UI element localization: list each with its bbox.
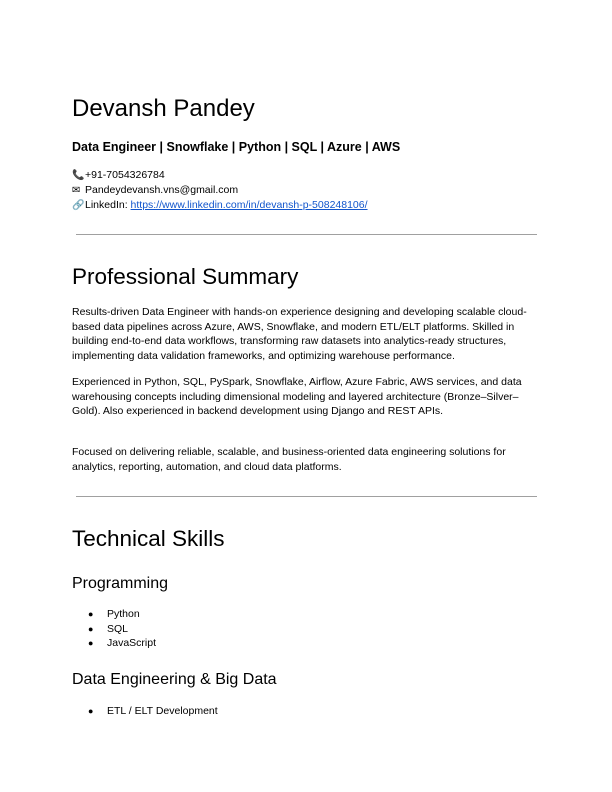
- list-item: ● SQL: [88, 622, 129, 635]
- linkedin-label: LinkedIn:: [85, 199, 128, 211]
- summary-paragraph-1: Results-driven Data Engineer with hands-on experience designing and developing scalable cloud-based data pipelines across Azure, AWS, Snowflake, and modern ETL/ELT platforms. Skilled in building end-to-end data workflows, transforming raw datasets into analytics-ready structures, implementing data validation frameworks, and optimizing warehouse performance.: [72, 306, 527, 362]
- linkedin-link[interactable]: https://www.linkedin.com/in/devansh-p-508248106/: [130, 199, 368, 211]
- bullet-icon: ●: [88, 706, 94, 716]
- section-divider: [76, 496, 537, 497]
- candidate-name: Devansh Pandey: [72, 95, 255, 122]
- list-item: ● ETL / ELT Development: [88, 705, 218, 717]
- envelope-icon: ✉: [72, 185, 81, 196]
- contact-linkedin: [72, 198, 368, 213]
- skills-list-data-engineering: [72, 704, 218, 719]
- headline: Data Engineer | Snowflake | Python | SQL | Azure | AWS: [72, 140, 401, 154]
- list-item: ● Python: [88, 608, 140, 620]
- bullet-icon: ●: [88, 623, 94, 634]
- phone-icon: 📞: [72, 170, 85, 181]
- skills-list-programming: [72, 607, 156, 651]
- skills-group-data-engineering-title: Data Engineering & Big Data: [72, 671, 277, 688]
- bullet-icon: ●: [88, 609, 94, 619]
- summary-paragraph-2: Experienced in Python, SQL, PySpark, Snowflake, Airflow, Azure Fabric, AWS services, and data warehousing concepts including dimensional modeling and layered architecture (Bronze–Silver–Gold). Also experienced in backend development using Django and REST APIs.: [72, 376, 522, 418]
- bullet-icon: ●: [88, 638, 94, 649]
- email-address: Pandeydevansh.vns@gmail.com: [85, 184, 239, 196]
- summary-paragraph-3: Focused on delivering reliable, scalable, and business-oriented data engineering solutions for analytics, reporting, automation, and cloud data platforms.: [72, 446, 506, 473]
- skills-heading: Technical Skills: [72, 526, 225, 551]
- link-icon: 🔗: [72, 200, 85, 211]
- summary-heading: Professional Summary: [72, 264, 299, 289]
- contact-email: [72, 183, 238, 198]
- skills-group-programming-title: Programming: [72, 575, 169, 592]
- section-divider: [76, 234, 537, 235]
- phone-number: +91-7054326784: [85, 169, 165, 181]
- list-item: ● JavaScript: [88, 637, 157, 650]
- contact-phone: [72, 168, 165, 183]
